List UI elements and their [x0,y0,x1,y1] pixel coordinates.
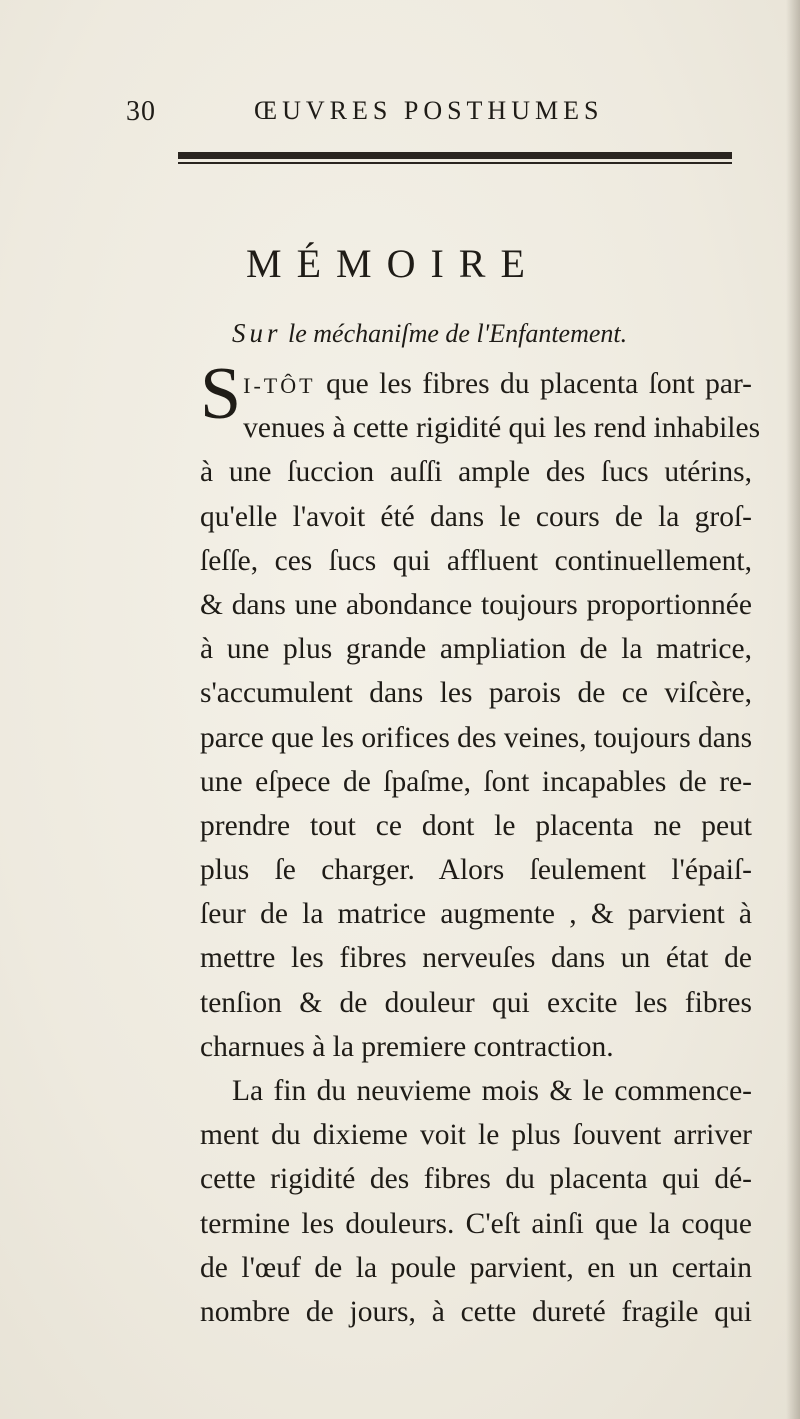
text-line: une eſpece de ſpaſme, ſont incapables de re- [200,765,752,798]
text-line: à une plus grande ampliation de la matrice, [200,633,752,666]
text-line: tenſion & de douleur qui excite les fibres [200,986,752,1019]
text-line: nombre de jours, à cette dureté fragile qui [200,1295,752,1328]
paragraph-1 [200,353,761,1069]
drop-cap: S [200,353,242,435]
text-line: parce que les orifices des veines, toujours dans [200,721,753,754]
rule-thick-line [178,152,732,159]
text-line: termine les douleurs. C'eſt ainſi que la coque [200,1207,752,1240]
subheading-lead: Sur [232,318,282,348]
running-head [126,96,686,136]
page-number: 30 [126,96,156,127]
text-line: ſeur de la matrice augmente , & parvient à [200,898,752,931]
text-line: La fin du neuvieme mois & le commence- [232,1075,752,1107]
rule-thin-line [178,162,732,164]
text-line-content: que les fibres du placenta ſont par- [326,368,753,400]
ornamental-rule [178,152,732,166]
page-edge-shadow [786,0,800,1419]
opening-smallcaps: I-TÔT [243,373,316,398]
text-line: prendre tout ce dont le placenta ne peut [200,809,752,842]
text-line: ment du dixieme voit le plus ſouvent arriver [200,1119,752,1152]
text-line: à une ſuccion auſſi ample des ſucs utérins, [200,456,752,489]
memoir-heading: MÉMOIRE [246,241,540,286]
text-line: s'accumulent dans les parois de ce viſcère, [200,677,752,710]
text-line [200,362,752,406]
text-line: venues à cette rigidité qui les rend inhabiles [243,412,761,445]
text-line: qu'elle l'avoit été dans le cours de la groſ- [200,500,752,533]
text-line: mettre les fibres nerveuſes dans un état de [200,942,752,975]
text-line: & dans une abondance toujours proportionnée [200,588,752,621]
text-line: de l'œuf de la poule parvient, en un certain [200,1251,752,1284]
paragraph-2 [200,1069,752,1334]
body-text [200,353,761,1334]
subheading-rest: le méchaniſme de l'Enfantement. [288,319,628,348]
book-title: ŒUVRES POSTHUMES [254,96,604,125]
text-line: charnues à la premiere contraction. [200,1030,614,1063]
text-line: ſeſſe, ces ſucs qui affluent continuellement, [200,544,752,577]
text-line: plus ſe charger. Alors ſeulement l'épaiſ- [200,854,752,887]
text-line: cette rigidité des fibres du placenta qui dé- [200,1163,752,1196]
memoir-subheading [232,318,712,349]
